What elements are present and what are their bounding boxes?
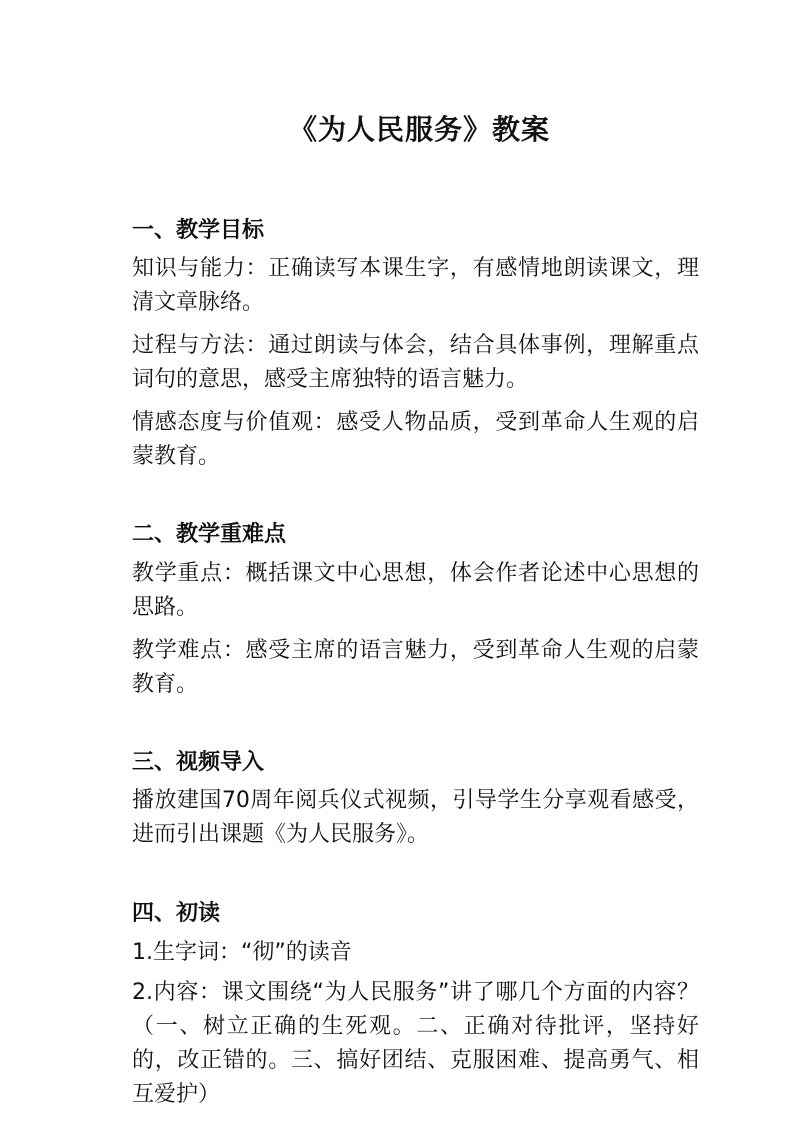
section-first-reading bbox=[132, 897, 699, 1112]
objective-emotion-values: 情感态度与价值观：感受人物品质，受到革命人生观的启蒙教育。 bbox=[132, 410, 699, 469]
document-title: 《为人民服务》教案 bbox=[288, 113, 550, 146]
section-heading: 三、视频导入 bbox=[132, 750, 265, 775]
teaching-difficult-point: 教学难点：感受主席的语言魅力，受到革命人生观的启蒙教育。 bbox=[132, 638, 699, 697]
video-intro-text: 播放建国70周年阅兵仪式视频，引导学生分享观看感受，进而引出课题《为人民服务》。 bbox=[132, 788, 699, 847]
section-heading: 二、教学重难点 bbox=[132, 522, 287, 547]
section-video-intro bbox=[132, 746, 699, 852]
objective-process-method: 过程与方法：通过朗读与体会，结合具体事例，理解重点词句的意思，感受主席独特的语言魅力。 bbox=[132, 333, 699, 392]
teaching-key-point: 教学重点：概括课文中心思想，体会作者论述中心思想的思路。 bbox=[132, 561, 699, 620]
content-question-item: 2.内容：课文围绕“为人民服务”讲了哪几个方面的内容？（一、树立正确的生死观。二、正确对待批评，坚持好的，改正错的。三、搞好团结、克服困难、提高勇气、相互爱护） bbox=[132, 980, 699, 1107]
section-teaching-objectives bbox=[132, 214, 699, 474]
section-heading: 一、教学目标 bbox=[132, 218, 265, 243]
objective-knowledge-ability: 知识与能力：正确读写本课生字，有感情地朗读课文，理清文章脉络。 bbox=[132, 256, 699, 315]
section-heading: 四、初读 bbox=[132, 901, 221, 926]
section-key-difficult-points bbox=[132, 518, 699, 702]
new-words-item: 1.生字词：“彻”的读音 bbox=[132, 940, 352, 965]
